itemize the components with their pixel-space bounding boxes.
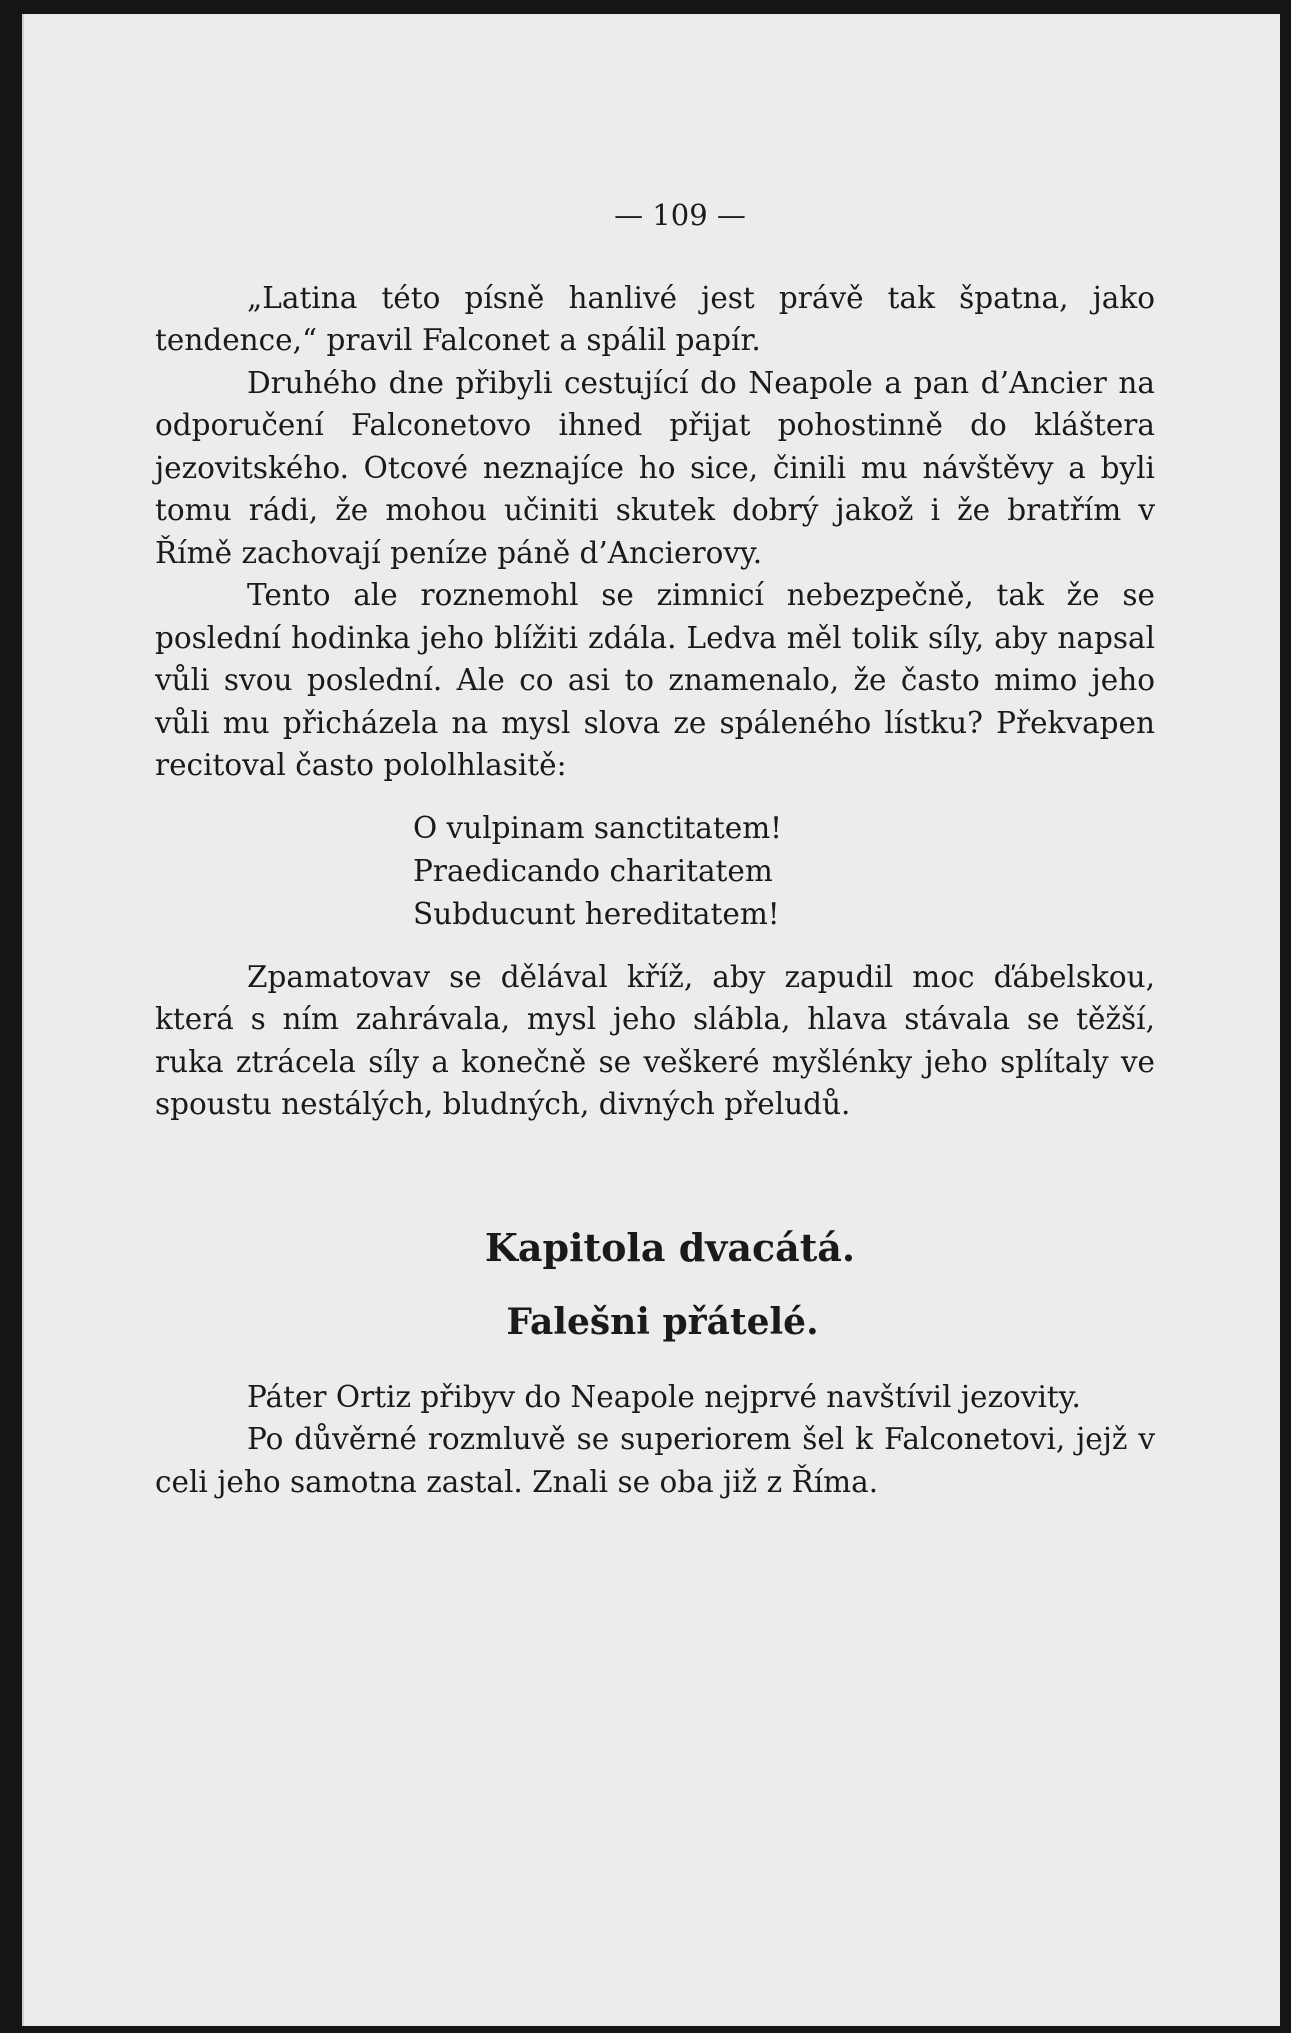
page-number: — 109 — [614,198,746,232]
paragraph-illness: Tento ale roznemohl se zimnicí nebezpečně, tak že se poslední hodinka jeho blížiti zdála. Ledva měl tolik síly, aby napsal vůli svou poslední. Ale co asi to znamenalo, že často mimo jeho vůli mu přicházela na mysl slova ze spáleného lístku? Překvapen recitoval často pololhlasitě: [155,578,1155,782]
chapter-subtitle: Falešni přátelé. [506,1300,819,1343]
paragraph-ortiz-arrival: Páter Ortiz přibyv do Neapole nejprvé navštívil jezovity. [247,1379,1081,1414]
latin-poem [413,807,1155,936]
text-block [155,194,1155,1503]
poem-line: Subducunt hereditatem! [413,896,780,931]
paragraph-latin-remark: „Latina této písně hanlivé jest právě tak špatna, jako tendence,“ pravil Falconet a spálil papír. [155,280,1155,357]
paragraph-ortiz-falconet: Po důvěrné rozmluvě se superiorem šel k Falconetovi, jejž v celi jeho samotna zastal. Znali se oba již z Říma. [155,1422,1155,1499]
paragraph-arrival-naples: Druhého dne přibyli cestující do Neapole a pan d’Ancier na odporučení Falconetovo ihned přijat pohostinně do kláštera jezovitského. Otcové neznajíce ho sice, činili mu návštěvy a byli tomu rádi, že mohou učiniti skutek dobrý jakož i že bratřím v Římě zachovají peníze páně d’Ancierovy. [155,365,1155,570]
paper-sheet [22,14,1280,2026]
poem-line: Praedicando charitatem [413,853,773,888]
chapter-title: Kapitola dvacátá. [484,1224,856,1270]
poem-line: O vulpinam sanctitatem! [413,810,783,845]
paragraph-cross: Zpamatovav se dělával kříž, aby zapudil moc ďábelskou, která s ním zahrávala, mysl jeho slábla, hlava stávala se těžší, ruka ztrácela síly a konečně se veškeré myšlénky jeho splítaly ve spoustu nestálých, bludných, divných přeludů. [155,959,1155,1121]
